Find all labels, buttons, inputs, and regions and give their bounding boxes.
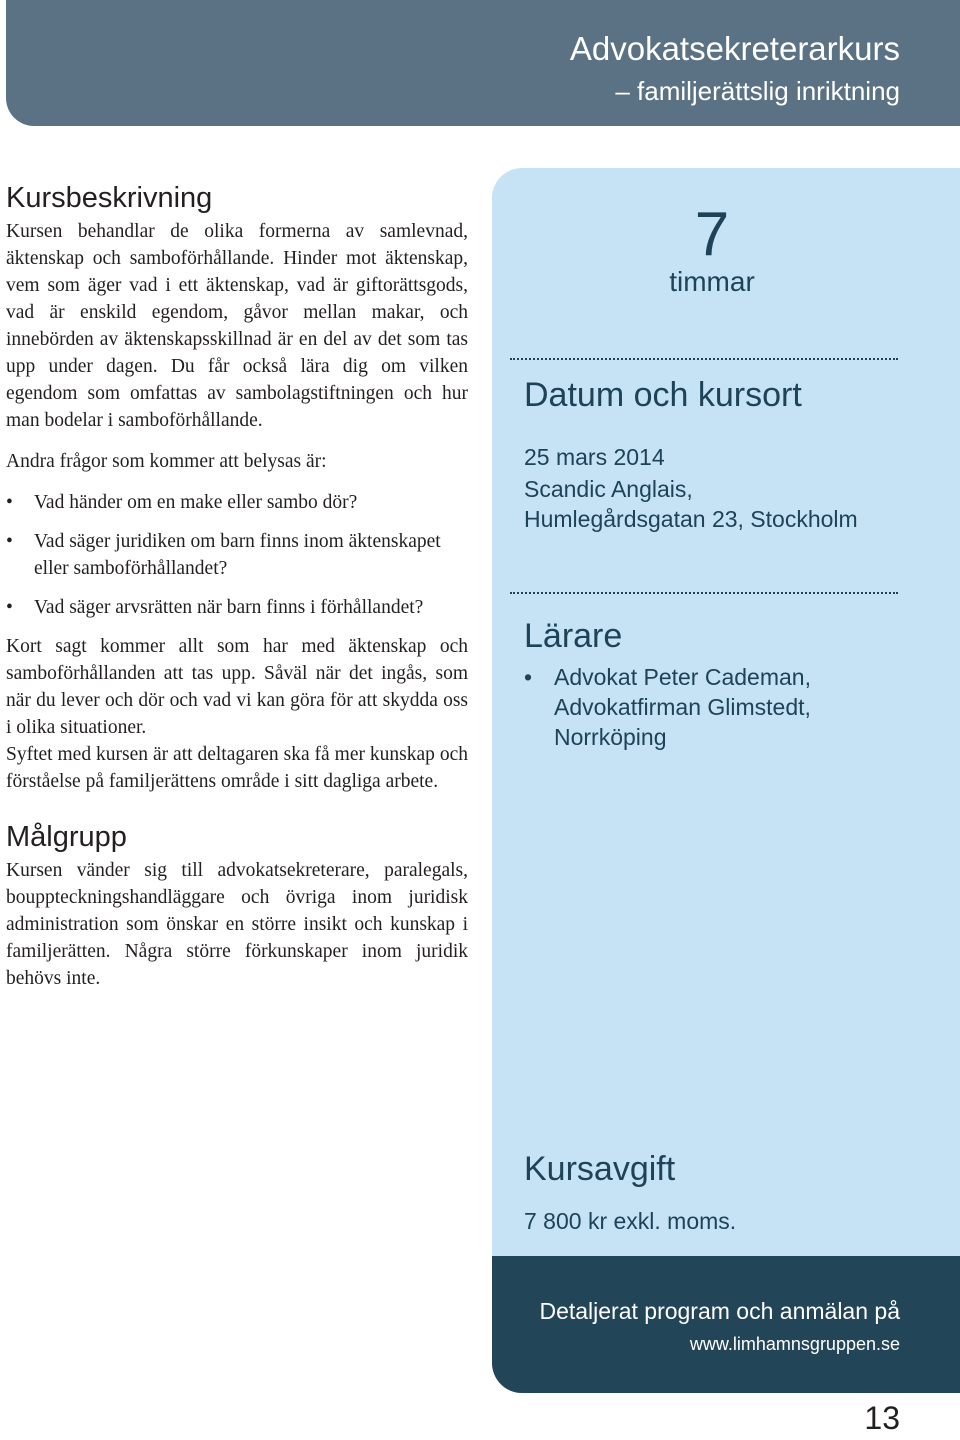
teacher-line: Advokat Peter Cademan, <box>554 664 811 690</box>
course-date: 25 mars 2014 <box>524 444 665 470</box>
page-title: Advokatsekreterarkurs <box>569 30 900 67</box>
description-intro: Andra frågor som kommer att belysas är: <box>6 451 327 472</box>
course-venue: Scandic Anglais, <box>524 476 693 502</box>
list-item-text: Vad säger arvsrätten när barn finns i förhållandet? <box>34 597 424 618</box>
teacher-line: Norrköping <box>554 724 667 750</box>
info-sidebar <box>492 168 960 1393</box>
hours-label: timmar <box>669 266 755 297</box>
divider <box>510 358 898 360</box>
bullet-icon: • <box>6 597 13 618</box>
course-description-column <box>6 178 468 992</box>
header-band <box>6 0 960 126</box>
question-list <box>6 489 468 621</box>
page-subtitle: – familjerättslig inriktning <box>615 76 900 106</box>
target-group-text: Kursen vänder sig till advokatsekreterare, paralegals, bouppteckningshandläggare och övriga inom juridisk administration som önskar en större insikt och kunskap i familjerätten. Några större förkunskaper inom juridik behövs inte. <box>6 860 468 989</box>
divider <box>510 592 898 594</box>
bullet-icon: • <box>524 664 533 690</box>
fee-heading: Kursavgift <box>524 1150 676 1188</box>
registration-link[interactable]: www.limhamnsgruppen.se <box>689 1334 900 1354</box>
bullet-icon: • <box>6 492 13 513</box>
description-paragraph-2: Kort sagt kommer allt som har med äktenskap och samboförhållanden att tas upp. Såväl när det ingås, som när du lever och dör och vad vi kan göra för att skydda oss i olika situationer. <box>6 636 468 738</box>
description-paragraph-1: Kursen behandlar de olika formerna av samlevnad, äktenskap och samboförhållande. Hinder mot äktenskap, vem som äger vad i ett äktenskap, vad är giftorättsgods, vad är enskild egendom, gåvor mellan makar, och innebörden av äktenskapsskillnad är en del av det som tas upp under dagen. Du får också lära dig om vilken egendom som omfattas av sambolagstiftningen och hur man bodelar i samboförhållande. <box>6 221 468 431</box>
teachers-heading: Lärare <box>524 617 623 655</box>
description-paragraph-3: Syftet med kursen är att deltagaren ska få mer kunskap och förståelse på familjerättens område i sitt dagliga arbete. <box>6 744 468 792</box>
description-heading: Kursbeskrivning <box>6 182 213 214</box>
list-item <box>6 489 468 516</box>
list-item-text: Vad säger juridiken om barn finns inom äktenskapet eller samboförhållandet? <box>34 531 441 579</box>
hours-number: 7 <box>694 200 730 269</box>
course-address: Humlegårdsgatan 23, Stockholm <box>524 506 858 532</box>
target-group-heading: Målgrupp <box>6 821 127 853</box>
list-item <box>6 594 468 621</box>
list-item <box>6 528 468 582</box>
list-item-text: Vad händer om en make eller sambo dör? <box>34 492 358 513</box>
registration-text: Detaljerat program och anmälan på <box>539 1298 900 1324</box>
bullet-icon: • <box>6 531 13 552</box>
page-number: 13 <box>864 1400 900 1436</box>
course-fee: 7 800 kr exkl. moms. <box>524 1208 737 1234</box>
date-heading: Datum och kursort <box>524 376 802 414</box>
teacher-line: Advokatfirman Glimstedt, <box>554 694 811 720</box>
registration-band <box>492 1256 960 1393</box>
